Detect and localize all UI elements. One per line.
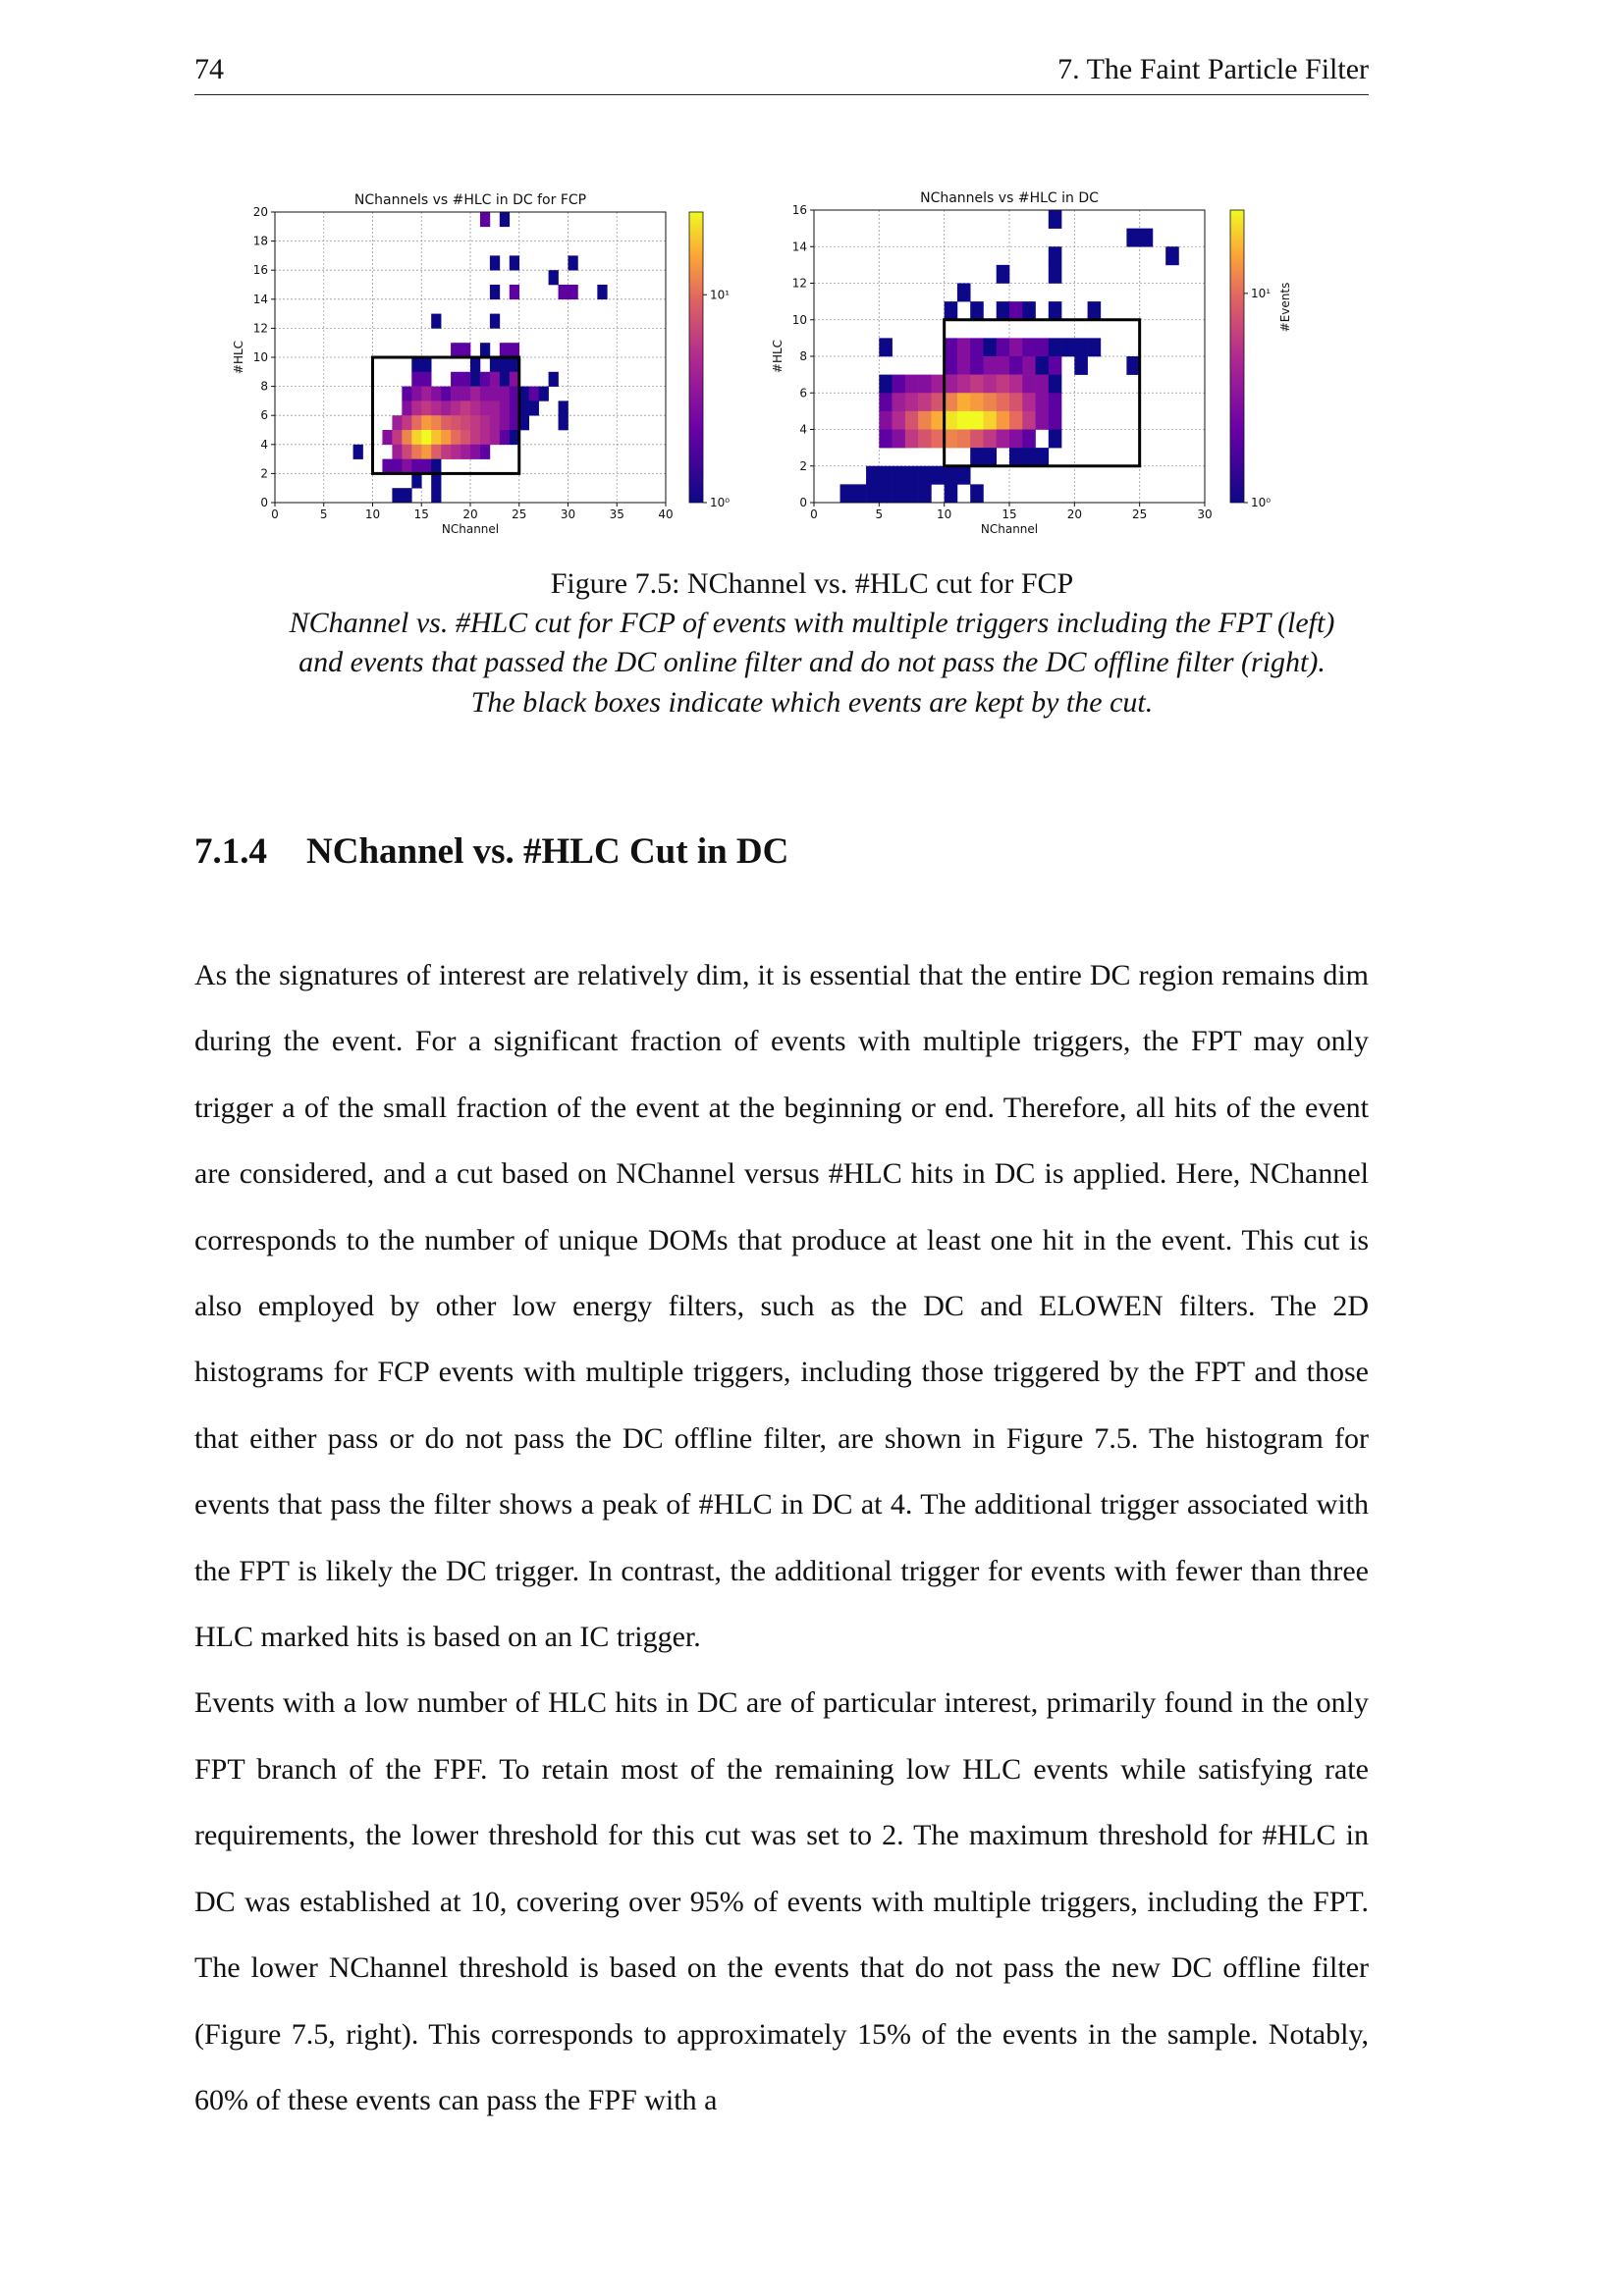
histogram-bin [431, 459, 441, 474]
histogram-bin [1165, 246, 1179, 265]
histogram-bin [1022, 338, 1036, 356]
histogram-bin [411, 415, 421, 430]
y-tick-label: 16 [252, 263, 268, 278]
histogram-figure [212, 185, 1312, 544]
histogram-bin [411, 445, 421, 459]
histogram-bin [559, 285, 568, 299]
histogram-bin [1009, 411, 1023, 430]
y-tick-label: 2 [799, 458, 807, 473]
histogram-bin [957, 356, 971, 375]
histogram-bin [1022, 448, 1036, 466]
histogram-bin [460, 415, 470, 430]
histogram-bin [945, 484, 958, 503]
histogram-bin [1074, 356, 1088, 375]
histogram-bin [1049, 265, 1062, 284]
histogram-bin [490, 314, 500, 329]
histogram-bin [490, 285, 500, 299]
histogram-bin [539, 387, 549, 401]
histogram-bin [451, 387, 460, 401]
histogram-bin [905, 375, 919, 394]
histogram-bin [893, 484, 906, 503]
y-tick-label: 8 [260, 379, 268, 394]
y-tick-label: 2 [260, 466, 268, 481]
histogram-bin [402, 488, 411, 503]
histogram-bin [559, 415, 568, 430]
histogram-bin [879, 466, 893, 485]
histogram-bin [970, 338, 984, 356]
histogram-bin [970, 356, 984, 375]
histogram-bin [879, 393, 893, 411]
histogram-bin [1049, 356, 1062, 375]
histogram-bin [402, 400, 411, 415]
histogram-bin [597, 285, 607, 299]
colorbar-tick-label: 10¹ [710, 288, 731, 302]
histogram-bin [1049, 393, 1062, 411]
histogram-bin [1049, 411, 1062, 430]
histogram-bin [411, 430, 421, 445]
x-tick-label: 10 [364, 507, 381, 521]
figure-caption-line-2: and events that passed the DC online filter and do not pass the DC offline filter (right). [298, 646, 1326, 678]
histogram-bin [945, 411, 958, 430]
histogram-bin [879, 375, 893, 394]
page-number: 74 [194, 53, 224, 85]
histogram-bin [451, 372, 460, 387]
histogram-bin [549, 270, 559, 285]
y-axis-label: #HLC [771, 339, 785, 374]
histogram-bin [411, 400, 421, 415]
histogram-bin [840, 484, 854, 503]
histogram-bin [500, 372, 510, 387]
histogram-bin [970, 393, 984, 411]
histogram-bin [490, 372, 500, 387]
histogram-bin [441, 445, 451, 459]
histogram-bin [460, 400, 470, 415]
histogram-bin [1022, 430, 1036, 449]
histogram-bin [480, 212, 490, 227]
histogram-bin [392, 430, 402, 445]
x-tick-label: 30 [560, 507, 576, 521]
histogram-bin [519, 415, 529, 430]
x-tick-label: 25 [512, 507, 527, 521]
histogram-bin [519, 387, 529, 401]
histogram-bin [1049, 246, 1062, 265]
histogram-bin [931, 430, 945, 449]
page-header [194, 51, 1369, 95]
histogram-bin [905, 393, 919, 411]
histogram-bin [382, 430, 392, 445]
chapter-title: 7. The Faint Particle Filter [1057, 53, 1369, 85]
histogram-bin [983, 338, 997, 356]
histogram-bin [460, 445, 470, 459]
histogram-bin [945, 301, 958, 320]
histogram-bin [879, 338, 893, 356]
chart-title-1: NChannels vs #HLC in DC for FCP [353, 192, 587, 208]
histogram-bin [1009, 393, 1023, 411]
histogram-bin [470, 372, 480, 387]
histogram-bin [1036, 393, 1050, 411]
histogram-bin [983, 393, 997, 411]
x-tick-label: 20 [1066, 507, 1082, 521]
histogram-bin [957, 393, 971, 411]
y-tick-label: 6 [799, 386, 807, 400]
histogram-bin [957, 284, 971, 302]
histogram-bin [480, 400, 490, 415]
histogram-bin [893, 430, 906, 449]
histogram-bin [1022, 301, 1036, 320]
histogram-bin [559, 400, 568, 415]
histogram-bin [983, 448, 997, 466]
histogram-bin [441, 430, 451, 445]
histogram-bin [460, 387, 470, 401]
histogram-bin [893, 466, 906, 485]
histogram-bin [470, 400, 480, 415]
figure-caption-line-3: The black boxes indicate which events are kept by the cut. [470, 686, 1154, 719]
histogram-bin [957, 466, 971, 485]
histogram-bin [460, 372, 470, 387]
histogram-bin [945, 375, 958, 394]
histogram-bin [1009, 338, 1023, 356]
histogram-bin [905, 430, 919, 449]
histogram-bin [480, 415, 490, 430]
histogram-bin [918, 430, 932, 449]
histogram-bin [866, 484, 880, 503]
histogram-bin [983, 430, 997, 449]
histogram-bin [1036, 448, 1050, 466]
x-axis-label: NChannel [441, 522, 500, 536]
histogram-bin [893, 375, 906, 394]
histogram-bin [529, 387, 539, 401]
histogram-bin [1049, 301, 1062, 320]
x-tick-label: 0 [271, 507, 279, 521]
histogram-bin [568, 285, 578, 299]
histogram-bin [1126, 356, 1140, 375]
histogram-bin [451, 400, 460, 415]
histogram-bin [382, 459, 392, 474]
histogram-bin [997, 411, 1010, 430]
histogram-bin [1036, 356, 1050, 375]
y-tick-label: 20 [252, 205, 268, 219]
histogram-bin [918, 411, 932, 430]
y-tick-label: 0 [799, 496, 807, 509]
histogram-bin [549, 372, 559, 387]
colorbar-tick-label: 10¹ [1251, 286, 1272, 300]
section-heading [194, 830, 788, 873]
histogram-bin [997, 430, 1010, 449]
histogram-bin [918, 466, 932, 485]
histogram-bin [500, 343, 510, 357]
histogram-bin [983, 356, 997, 375]
histogram-bin [1049, 375, 1062, 394]
histogram-bin [431, 314, 441, 329]
histogram-bin [997, 265, 1010, 284]
histogram-bin [1022, 375, 1036, 394]
histogram-bin [480, 343, 490, 357]
histogram-bin [1022, 356, 1036, 375]
y-tick-label: 8 [799, 349, 807, 363]
y-tick-label: 12 [252, 321, 268, 336]
histogram-bin [441, 400, 451, 415]
histogram-bin [480, 387, 490, 401]
y-tick-label: 10 [252, 350, 268, 364]
histogram-bin [402, 459, 411, 474]
histogram-bin [945, 466, 958, 485]
histogram-bin [411, 473, 421, 488]
histogram-bin [983, 411, 997, 430]
x-tick-label: 15 [1001, 507, 1017, 521]
histogram-bin [1022, 411, 1036, 430]
x-tick-label: 10 [937, 507, 952, 521]
histogram-bin [421, 357, 431, 372]
y-tick-label: 6 [260, 408, 268, 423]
histogram-bin [983, 375, 997, 394]
body-text [194, 942, 1369, 2133]
paragraph-2: Events with a low number of HLC hits in DC are of particular interest, primarily found in the only FPT branch of the FPF. To retain most of the remaining low HLC events while satisfying rate requirements, the lower threshold for this cut was set to 2. The maximum threshold for #HLC in DC was established at 10, covering over 95% of events with multiple triggers, including the FPT. The lower NChannel threshold is based on the events that do not pass the new DC offline filter (Figure 7.5, right). This corresponds to approximately 15% of the events in the sample. Notably, 60% of these events can pass the FPF with a [194, 1686, 1369, 2116]
histogram-bin [1061, 338, 1075, 356]
histogram-bin [402, 445, 411, 459]
histogram-bin [957, 338, 971, 356]
histogram-bin [853, 484, 867, 503]
histogram-bin [470, 445, 480, 459]
histogram-bin [431, 473, 441, 488]
x-tick-label: 35 [609, 507, 624, 521]
histogram-bin [945, 338, 958, 356]
x-tick-label: 5 [319, 507, 328, 521]
histogram-bin [866, 466, 880, 485]
histogram-bin [1074, 338, 1088, 356]
histogram-bin [470, 415, 480, 430]
histogram-bin [1036, 375, 1050, 394]
histogram-bin [500, 212, 510, 227]
histogram-bin [893, 393, 906, 411]
histogram-bin [451, 445, 460, 459]
histogram-bin [970, 375, 984, 394]
histogram-bin [353, 445, 363, 459]
histogram-bin [500, 400, 510, 415]
histogram-bin [893, 411, 906, 430]
histogram-bin [997, 356, 1010, 375]
histogram-bin [905, 466, 919, 485]
y-tick-label: 0 [260, 496, 268, 509]
histogram-bin [1009, 356, 1023, 375]
histogram-bin [1009, 448, 1023, 466]
y-tick-label: 14 [791, 240, 807, 254]
histogram-bin [480, 430, 490, 445]
histogram-bin [957, 411, 971, 430]
colorbar [689, 212, 703, 503]
histogram-bin [1049, 210, 1062, 229]
histogram-bin [970, 411, 984, 430]
histogram-bin [997, 338, 1010, 356]
histogram-bin [431, 387, 441, 401]
histogram-bin [421, 430, 431, 445]
figure-caption-line-1: NChannel vs. #HLC cut for FCP of events with multiple triggers including the FPT (left) [289, 607, 1335, 639]
histogram-bin [1022, 393, 1036, 411]
histogram-bin [470, 357, 480, 372]
histogram-bin [421, 372, 431, 387]
x-axis-label: NChannel [980, 522, 1039, 536]
histogram-bin [1009, 375, 1023, 394]
x-tick-label: 20 [462, 507, 478, 521]
y-tick-label: 10 [791, 312, 807, 327]
histogram-bin [510, 255, 519, 270]
histogram-bin [431, 415, 441, 430]
histogram-bin [931, 466, 945, 485]
histogram-bin [957, 430, 971, 449]
x-tick-label: 30 [1197, 507, 1213, 521]
histogram-bin [411, 459, 421, 474]
histogram-bin [918, 393, 932, 411]
histogram-bin [500, 357, 510, 372]
histogram-bin [490, 415, 500, 430]
histogram-bin [421, 459, 431, 474]
histogram-bin [519, 400, 529, 415]
histogram-bin [490, 357, 500, 372]
histogram-bin [500, 430, 510, 445]
figure-caption-title: Figure 7.5: NChannel vs. #HLC cut for FCP [550, 567, 1074, 600]
histogram-bin [392, 445, 402, 459]
y-tick-label: 18 [252, 234, 268, 248]
histogram-bin [918, 375, 932, 394]
histogram-bin [931, 411, 945, 430]
histogram-bin [470, 430, 480, 445]
histogram-bin [957, 375, 971, 394]
histogram-bin [460, 343, 470, 357]
y-tick-label: 4 [799, 422, 807, 437]
histogram-bin [568, 255, 578, 270]
histogram-bin [918, 484, 932, 503]
histogram-bin [1049, 430, 1062, 449]
x-tick-label: 40 [658, 507, 674, 521]
histogram-bin [970, 484, 984, 503]
y-tick-label: 16 [791, 203, 807, 217]
histogram-bin [411, 357, 421, 372]
histogram-bin [451, 430, 460, 445]
histogram-bin [970, 448, 984, 466]
x-tick-label: 5 [875, 507, 884, 521]
paragraph-1: As the signatures of interest are relatively dim, it is essential that the entire DC region remains dim during the event. For a significant fraction of events with multiple triggers, the FPT may only trigger a of the small fraction of the event at the beginning or end. Therefore, all hits of the event are considered, and a cut based on NChannel versus #HLC hits in DC is applied. Here, NChannel corresponds to the number of unique DOMs that produce at least one hit in the event. This cut is also employed by other low energy filters, such as the DC and ELOWEN filters. The 2D histograms for FCP events with multiple triggers, including those triggered by the FPT and those that either pass or do not pass the DC offline filter, are shown in Figure 7.5. The histogram for events that pass the filter shows a peak of #HLC in DC at 4. The additional trigger associated with the FPT is likely the DC trigger. In contrast, the additional trigger for events with fewer than three HLC marked hits is based on an IC trigger. [194, 959, 1369, 1654]
histogram-bin [392, 415, 402, 430]
histogram-bin [421, 400, 431, 415]
histogram-bin [460, 430, 470, 445]
histogram-bin [411, 387, 421, 401]
histogram-bin [431, 488, 441, 503]
x-tick-label: 0 [810, 507, 818, 521]
histogram-bin [441, 415, 451, 430]
histogram-bin [1036, 338, 1050, 356]
histogram-bin [490, 387, 500, 401]
histogram-bin [421, 415, 431, 430]
y-tick-label: 4 [260, 437, 268, 452]
histogram-bin [970, 301, 984, 320]
histogram-bin [945, 356, 958, 375]
histogram-bin [510, 343, 519, 357]
histogram-bin [392, 459, 402, 474]
histogram-bin [879, 411, 893, 430]
histogram-bin [510, 285, 519, 299]
histogram-bin [480, 372, 490, 387]
histogram-bin [500, 387, 510, 401]
histogram-bin [421, 387, 431, 401]
histogram-bin [402, 430, 411, 445]
histogram-bin [970, 430, 984, 449]
histogram-bin [1088, 301, 1102, 320]
histogram-bin [490, 400, 500, 415]
histogram-bin [997, 301, 1010, 320]
histogram-bin [431, 445, 441, 459]
section-title: NChannel vs. #HLC Cut in DC [306, 831, 789, 872]
x-tick-label: 15 [413, 507, 429, 521]
colorbar [1230, 210, 1244, 503]
histogram-bin [879, 484, 893, 503]
histogram-bin [402, 387, 411, 401]
histogram-bin [1140, 229, 1154, 247]
x-tick-label: 25 [1132, 507, 1148, 521]
histogram-bin [490, 430, 500, 445]
histogram-bin [931, 375, 945, 394]
histogram-bin [879, 430, 893, 449]
colorbar-tick-label: 10⁰ [710, 496, 731, 509]
histogram-bin [997, 375, 1010, 394]
histogram-bin [451, 415, 460, 430]
colorbar-label: #Events [1278, 282, 1292, 333]
histogram-bin [529, 400, 539, 415]
histogram-bin [1088, 338, 1102, 356]
histogram-bin [1009, 301, 1023, 320]
histogram-bin [997, 393, 1010, 411]
histogram-bin [1126, 229, 1140, 247]
histogram-bin [470, 387, 480, 401]
histogram-bin [421, 445, 431, 459]
histogram-bin [402, 415, 411, 430]
histogram-bin [451, 343, 460, 357]
histogram-bin [500, 415, 510, 430]
chart-title-2: NChannels vs #HLC in DC [920, 190, 1099, 206]
y-tick-label: 12 [791, 276, 807, 291]
histogram-bin [1036, 411, 1050, 430]
section-number: 7.1.4 [194, 831, 267, 872]
histogram-bin [431, 400, 441, 415]
histogram-bin [1009, 430, 1023, 449]
histogram-bin [431, 430, 441, 445]
histogram-bin [392, 488, 402, 503]
histogram-bin [490, 255, 500, 270]
histogram-bin [945, 430, 958, 449]
y-axis-label: #HLC [232, 340, 245, 375]
histogram-bin [931, 393, 945, 411]
histogram-bin [945, 393, 958, 411]
histogram-bin [905, 411, 919, 430]
histogram-bin [480, 445, 490, 459]
histogram-bin [1049, 338, 1062, 356]
histogram-bin [411, 372, 421, 387]
colorbar-tick-label: 10⁰ [1251, 496, 1272, 509]
histogram-bin [905, 484, 919, 503]
figure-7-5 [212, 185, 1312, 544]
y-tick-label: 14 [252, 292, 268, 306]
histogram-bin [441, 387, 451, 401]
